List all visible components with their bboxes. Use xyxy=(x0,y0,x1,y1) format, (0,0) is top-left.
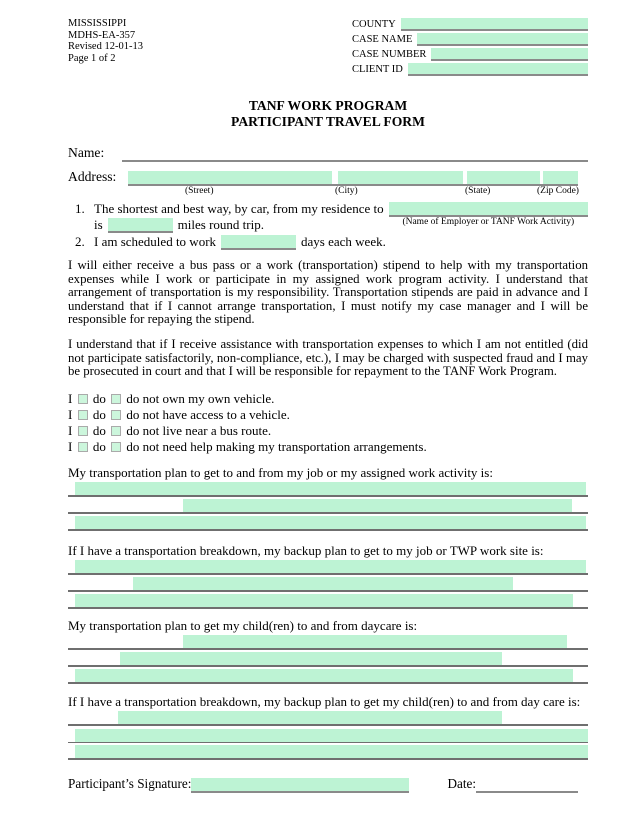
plan-job-backup-line-1[interactable] xyxy=(68,558,588,575)
do-checkbox[interactable] xyxy=(78,410,88,420)
plan-daycare-backup-input-2[interactable] xyxy=(75,729,588,742)
plan-section-daycare xyxy=(68,619,588,684)
stipend-terms-paragraph: I will either receive a bus pass or a work (transportation) stipend to help with my transportation expenses while I work or participate in my assigned work program activity. I understand that arrangement of transportation is my responsibility. Transportation stipends are paid in advance and I understand that if I cannot arrange transportation, I must notify my case manager and I will be responsible for repaying the stipend. xyxy=(68,258,588,327)
statement-own-vehicle xyxy=(68,391,588,407)
client-id-label: CLIENT ID xyxy=(352,64,403,75)
zip-input[interactable] xyxy=(543,171,578,184)
signature-input[interactable] xyxy=(191,778,409,791)
do-label: do xyxy=(92,439,106,455)
plan-job-line-3[interactable] xyxy=(68,514,588,531)
do-not-label: do not xyxy=(126,439,160,455)
miles-input-line[interactable] xyxy=(108,218,173,233)
case-number-row xyxy=(352,46,588,61)
name-label: Name: xyxy=(68,145,105,160)
destination-input-line[interactable] xyxy=(389,202,588,227)
address-sublabels xyxy=(68,186,588,197)
do-label: do xyxy=(92,423,106,439)
plan-section-job-backup xyxy=(68,544,588,609)
plan-daycare-backup-input-1[interactable] xyxy=(118,711,502,724)
signature-input-line[interactable] xyxy=(191,778,409,793)
state-input[interactable] xyxy=(467,171,540,184)
form-content xyxy=(68,16,588,793)
plan-job-input-3[interactable] xyxy=(75,516,586,529)
plan-daycare-backup-input-3[interactable] xyxy=(75,745,588,758)
plan-daycare-backup-line-3[interactable] xyxy=(68,743,588,760)
case-name-row xyxy=(352,31,588,46)
statement-bus-route xyxy=(68,423,588,439)
plan-job-backup-input-1[interactable] xyxy=(75,560,586,573)
name-input-line[interactable] xyxy=(122,146,588,162)
signature-label: Participant’s Signature: xyxy=(68,775,192,791)
do-not-checkbox[interactable] xyxy=(111,426,121,436)
destination-input[interactable] xyxy=(389,202,588,215)
form-title xyxy=(68,98,588,130)
do-label: do xyxy=(92,390,106,406)
case-number-input[interactable] xyxy=(431,48,588,61)
do-checkbox[interactable] xyxy=(78,442,88,452)
plan-job-heading: My transportation plan to get to and from my job or my assigned work activity is: xyxy=(68,464,493,480)
statement-text: have access to a vehicle. xyxy=(162,406,290,422)
page-number: Page 1 of 2 xyxy=(68,52,116,64)
county-row xyxy=(352,16,588,31)
form-header xyxy=(68,16,588,76)
form-title-line1: TANF WORK PROGRAM xyxy=(248,98,408,113)
vehicle-statements xyxy=(68,391,588,456)
case-info-block xyxy=(352,16,588,76)
client-id-input[interactable] xyxy=(408,63,588,76)
plan-job-backup-line-2[interactable] xyxy=(68,575,588,592)
plan-job-backup-line-3[interactable] xyxy=(68,592,588,609)
case-name-label: CASE NAME xyxy=(352,34,413,45)
plan-daycare-backup-heading: If I have a transportation breakdown, my backup plan to get my child(ren) to and from day care is: xyxy=(68,693,581,709)
destination-caption: (Name of Employer or TANF Work Activity) xyxy=(402,217,575,227)
client-id-row xyxy=(352,61,588,76)
item-1-text: The shortest and best way, by car, from my residence to xyxy=(94,201,384,216)
address-input-line[interactable] xyxy=(128,170,578,186)
revision-date: Revised 12-01-13 xyxy=(68,41,143,53)
statement-prefix: I xyxy=(68,406,73,422)
zip-sublabel: (Zip Code) xyxy=(537,186,579,196)
fraud-warning-paragraph: I understand that if I receive assistance with transportation expenses to which I am not entitled (did not participate satisfactorily, non-compliance, etc.), I may be charged with suspected fraud and I may be prosecuted in court and that I will be responsible for repayment to the TANF Work Program. xyxy=(68,336,588,379)
plan-section-job xyxy=(68,466,588,531)
statement-prefix: I xyxy=(68,439,73,455)
do-not-label: do not xyxy=(126,423,160,439)
item-2-line xyxy=(68,234,588,250)
plan-daycare-line-3[interactable] xyxy=(68,667,588,684)
plan-job-input-2[interactable] xyxy=(183,499,572,512)
address-label: Address: xyxy=(68,169,117,184)
form-number: MDHS-EA-357 xyxy=(68,29,136,41)
signature-row xyxy=(68,776,588,793)
item-2-number: 2. xyxy=(75,234,85,249)
plan-job-input-1[interactable] xyxy=(75,482,586,495)
form-title-line2: PARTICIPANT TRAVEL FORM xyxy=(231,114,425,129)
case-number-label: CASE NUMBER xyxy=(352,49,427,60)
plan-job-backup-input-2[interactable] xyxy=(133,577,513,590)
statement-text: own my own vehicle. xyxy=(162,390,275,406)
city-input[interactable] xyxy=(338,171,463,184)
item-2-suffix: days each week. xyxy=(301,234,386,249)
date-label: Date: xyxy=(447,775,476,791)
miles-suffix: miles round trip. xyxy=(177,217,264,232)
name-row xyxy=(68,145,588,162)
miles-prefix: is xyxy=(94,217,103,232)
miles-input[interactable] xyxy=(108,218,173,231)
do-not-checkbox[interactable] xyxy=(111,442,121,452)
plan-job-backup-input-3[interactable] xyxy=(75,594,573,607)
plan-daycare-line-1[interactable] xyxy=(68,633,588,650)
item-2-text: I am scheduled to work xyxy=(94,234,217,249)
plan-daycare-input-3[interactable] xyxy=(75,669,573,682)
form-identification-block xyxy=(68,16,143,76)
do-not-checkbox[interactable] xyxy=(111,394,121,404)
days-input[interactable] xyxy=(221,235,296,248)
statement-need-help xyxy=(68,439,588,455)
do-checkbox[interactable] xyxy=(78,426,88,436)
statement-prefix: I xyxy=(68,423,73,439)
do-checkbox[interactable] xyxy=(78,394,88,404)
address-row xyxy=(68,169,588,186)
plan-daycare-input-2[interactable] xyxy=(120,652,502,665)
street-input[interactable] xyxy=(128,171,332,184)
case-name-input[interactable] xyxy=(417,33,588,46)
street-sublabel: (Street) xyxy=(185,186,214,196)
do-not-label: do not xyxy=(126,406,160,422)
plan-job-line-2[interactable] xyxy=(68,497,588,514)
plan-job-backup-heading: If I have a transportation breakdown, my backup plan to get to my job or TWP work site is: xyxy=(68,542,544,558)
plan-daycare-input-1[interactable] xyxy=(183,635,567,648)
statement-vehicle-access xyxy=(68,407,588,423)
plan-daycare-backup-line-2[interactable] xyxy=(68,726,588,743)
plan-job-line-1[interactable] xyxy=(68,480,588,497)
item-1-number: 1. xyxy=(75,201,85,216)
county-label: COUNTY xyxy=(352,19,396,30)
do-not-label: do not xyxy=(126,390,160,406)
do-not-checkbox[interactable] xyxy=(111,410,121,420)
do-label: do xyxy=(92,406,106,422)
state-sublabel: (State) xyxy=(465,186,491,196)
county-input[interactable] xyxy=(401,18,588,31)
plan-daycare-line-2[interactable] xyxy=(68,650,588,667)
state-name: MISSISSIPPI xyxy=(68,18,127,29)
plan-daycare-backup-line-1[interactable] xyxy=(68,709,588,726)
numbered-items xyxy=(68,201,588,250)
plan-daycare-heading: My transportation plan to get my child(ren) to and from daycare is: xyxy=(68,617,418,633)
date-input-line[interactable] xyxy=(476,778,578,793)
plan-section-daycare-backup xyxy=(68,695,588,760)
city-sublabel: (City) xyxy=(335,186,358,196)
statement-text: need help making my transportation arrangements. xyxy=(162,439,427,455)
days-input-line[interactable] xyxy=(221,235,296,250)
statement-prefix: I xyxy=(68,390,73,406)
statement-text: live near a bus route. xyxy=(162,423,272,439)
